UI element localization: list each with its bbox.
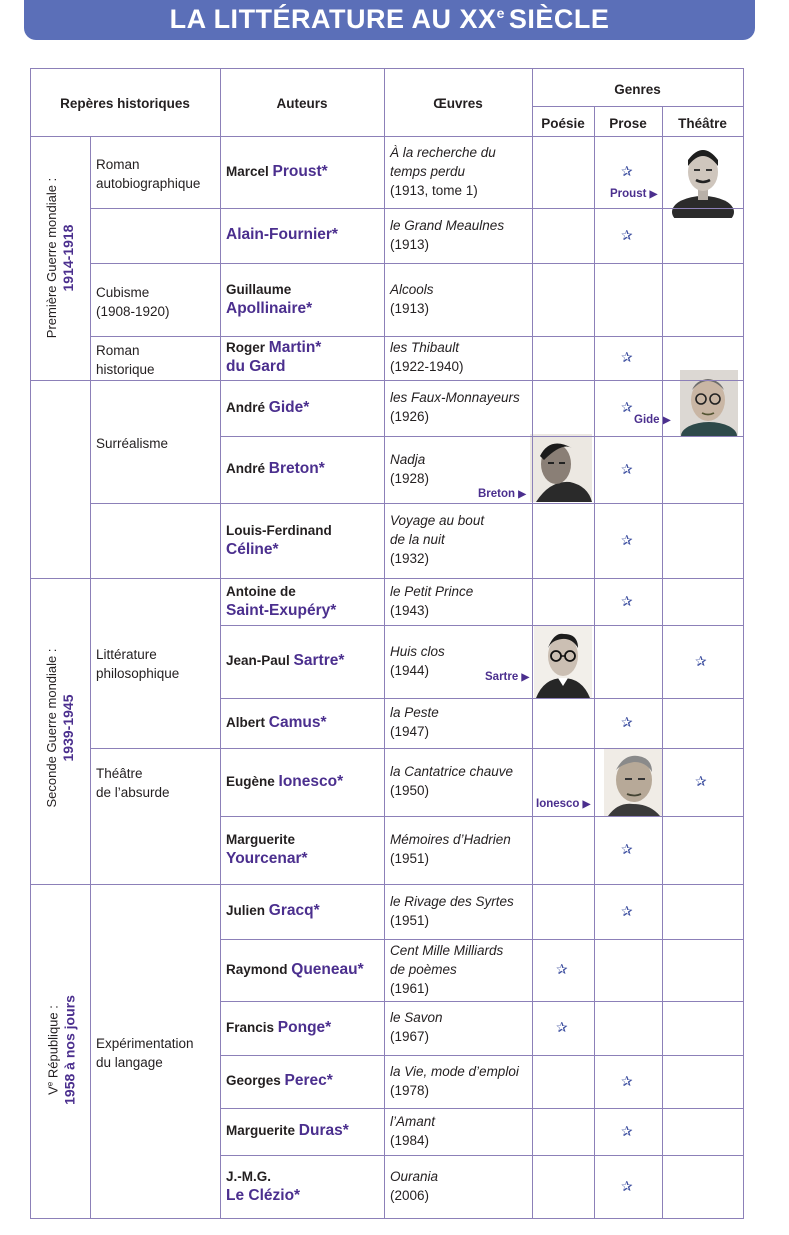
page-title: LA LITTÉRATURE AU XXe SIÈCLE bbox=[169, 4, 610, 34]
title-banner bbox=[24, 0, 755, 40]
author-cell: Roger Martin* du Gard bbox=[226, 339, 322, 375]
grid-line bbox=[220, 1055, 743, 1056]
work-cell: le Rivage des Syrtes (1951) bbox=[390, 893, 514, 928]
work-cell: le Savon (1967) bbox=[390, 1010, 443, 1044]
grid-line bbox=[30, 884, 743, 885]
author-cell: Marcel Proust* bbox=[226, 162, 328, 180]
genre-star-icon: ✰ bbox=[621, 841, 633, 857]
era-fifth-republic: Ve République : 1958 à nos jours bbox=[45, 995, 78, 1105]
grid-line bbox=[90, 136, 91, 1218]
work-cell: les Faux-Monnayeurs (1926) bbox=[390, 390, 520, 424]
ionesco-portrait bbox=[604, 748, 662, 816]
work-cell: la Peste (1947) bbox=[390, 705, 439, 739]
author-cell: J.-M.G. Le Clézio* bbox=[226, 1168, 301, 1204]
author-cell: André Gide* bbox=[226, 398, 310, 416]
grid-line bbox=[90, 263, 743, 264]
movement-cubisme: Cubisme (1908-1920) bbox=[96, 285, 170, 319]
work-cell: la Vie, mode d’emploi (1978) bbox=[390, 1063, 519, 1098]
work-cell: l’Amant (1984) bbox=[390, 1113, 436, 1148]
work-cell: Voyage au bout de la nuit (1932) bbox=[390, 513, 485, 566]
grid-line bbox=[220, 1108, 743, 1109]
gide-tag: Gide ▶ bbox=[634, 414, 671, 426]
grid-line bbox=[30, 68, 744, 69]
grid-line bbox=[220, 1155, 743, 1156]
header-genres: Genres bbox=[614, 82, 661, 97]
genre-star-icon: ✰ bbox=[621, 163, 633, 179]
genre-star-icon: ✰ bbox=[621, 349, 633, 365]
work-cell: À la recherche du temps perdu (1913, tome 1) bbox=[390, 144, 496, 198]
grid-line bbox=[90, 336, 743, 337]
breton-portrait bbox=[530, 434, 592, 502]
author-cell: Julien Gracq* bbox=[226, 902, 320, 919]
grid-line bbox=[30, 68, 31, 1218]
author-cell: Jean-Paul Sartre* bbox=[226, 652, 345, 669]
genre-star-icon: ✰ bbox=[556, 1019, 568, 1035]
grid-line bbox=[30, 1218, 744, 1219]
work-cell: le Petit Prince (1943) bbox=[390, 583, 474, 618]
movement-roman-historique: Roman historique bbox=[96, 343, 155, 377]
author-cell: Marguerite Duras* bbox=[226, 1122, 349, 1139]
header-theatre: Théâtre bbox=[678, 116, 727, 131]
author-cell: Marguerite Yourcenar* bbox=[226, 832, 308, 867]
header-auteurs: Auteurs bbox=[276, 96, 328, 111]
grid-line bbox=[30, 578, 743, 579]
movement-roman-autobio: Roman autobiographique bbox=[96, 157, 201, 191]
author-cell: Alain-Fournier* bbox=[226, 226, 338, 243]
grid-line bbox=[220, 698, 743, 699]
grid-line bbox=[220, 816, 743, 817]
work-cell: Nadja (1928) bbox=[390, 451, 430, 486]
grid-line bbox=[30, 136, 743, 137]
grid-line bbox=[220, 1001, 743, 1002]
genre-star-icon: ✰ bbox=[621, 902, 633, 919]
proust-portrait bbox=[672, 142, 734, 218]
grid-line bbox=[220, 436, 743, 437]
genre-star-icon: ✰ bbox=[621, 460, 633, 477]
grid-line bbox=[384, 68, 385, 1218]
work-cell: Cent Mille Milliards de poèmes (1961) bbox=[390, 942, 504, 996]
author-cell: Georges Perec* bbox=[226, 1072, 333, 1089]
grid-line bbox=[220, 68, 221, 1218]
author-cell: Eugène Ionesco* bbox=[226, 772, 344, 790]
work-cell: Mémoires d’Hadrien (1951) bbox=[390, 832, 511, 866]
author-cell: Raymond Queneau* bbox=[226, 960, 364, 978]
header-poesie: Poésie bbox=[541, 116, 585, 131]
era-ww1: Première Guerre mondiale : 1914-1918 bbox=[44, 177, 76, 339]
work-cell: Huis clos (1944) bbox=[390, 643, 445, 678]
grid-line bbox=[532, 106, 743, 107]
author-cell: Guillaume Apollinaire* bbox=[226, 281, 313, 317]
literature-table bbox=[30, 68, 743, 1218]
work-cell: la Cantatrice chauve (1950) bbox=[390, 764, 514, 798]
movement-experimentation: Expérimentation du langage bbox=[96, 1036, 194, 1070]
author-cell: Albert Camus* bbox=[226, 713, 327, 731]
genre-star-icon: ✰ bbox=[621, 226, 633, 243]
grid-line bbox=[532, 68, 533, 1218]
work-cell: les Thibault (1922-1940) bbox=[390, 340, 464, 374]
genre-star-icon: ✰ bbox=[621, 592, 633, 609]
grid-line bbox=[90, 208, 743, 209]
genre-star-icon: ✰ bbox=[556, 961, 568, 977]
sartre-portrait bbox=[534, 626, 592, 698]
era-ww2: Seconde Guerre mondiale : 1939-1945 bbox=[44, 648, 76, 808]
breton-tag: Breton ▶ bbox=[478, 488, 526, 500]
genre-star-icon: ✰ bbox=[621, 531, 633, 548]
grid-line bbox=[90, 503, 743, 504]
genre-star-icon: ✰ bbox=[621, 399, 633, 415]
grid-line bbox=[90, 748, 743, 749]
header-reperes: Repères historiques bbox=[60, 96, 190, 111]
genre-star-icon: ✰ bbox=[621, 714, 633, 730]
grid-line bbox=[30, 380, 743, 381]
sartre-tag: Sartre ▶ bbox=[485, 671, 530, 683]
grid-line bbox=[594, 106, 595, 1218]
movement-litt-philo: Littérature philosophique bbox=[96, 647, 180, 681]
header-prose: Prose bbox=[609, 116, 647, 131]
genre-star-icon: ✰ bbox=[621, 1122, 633, 1139]
author-cell: Louis-Ferdinand Céline* bbox=[226, 522, 332, 558]
work-cell: Ourania (2006) bbox=[390, 1168, 439, 1203]
grid-line bbox=[220, 625, 743, 626]
header-oeuvres: Œuvres bbox=[433, 96, 483, 111]
movement-surrealisme: Surréalisme bbox=[96, 436, 169, 451]
movement-theatre-absurde: Théâtre de l’absurde bbox=[96, 766, 170, 800]
work-cell: le Grand Meaulnes (1913) bbox=[390, 217, 505, 252]
genre-star-icon: ✰ bbox=[695, 652, 707, 669]
genre-star-icon: ✰ bbox=[695, 773, 707, 789]
grid-line bbox=[743, 68, 744, 1218]
proust-tag: Proust ▶ bbox=[610, 188, 658, 200]
author-cell: André Breton* bbox=[226, 460, 325, 477]
author-cell: Antoine de Saint-Exupéry* bbox=[226, 583, 337, 619]
ionesco-tag: Ionesco ▶ bbox=[536, 798, 591, 810]
author-cell: Francis Ponge* bbox=[226, 1018, 332, 1036]
grid-line bbox=[662, 106, 663, 1218]
genre-star-icon: ✰ bbox=[621, 1072, 633, 1089]
genre-star-icon: ✰ bbox=[621, 1177, 633, 1194]
work-cell: Alcools (1913) bbox=[390, 281, 434, 316]
